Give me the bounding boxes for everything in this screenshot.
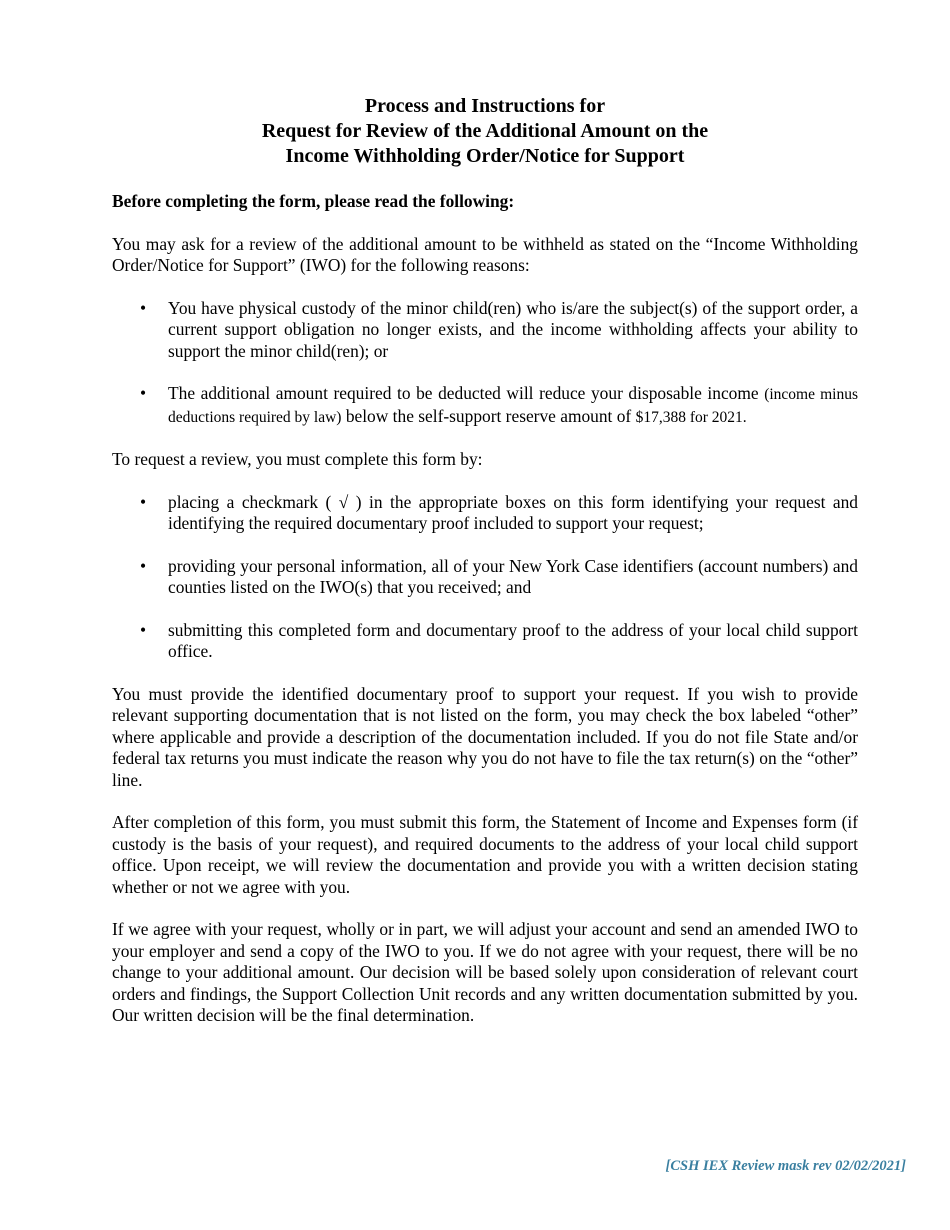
proof-paragraph: You must provide the identified documentary proof to support your request. If you wish to provide relevant supporting documentation that is not listed on the form, you may check the box labeled “other” where applicable and provide a description of the documentation included. If you do not file State and/or federal tax returns you must indicate the reason why you do not have to file the tax return(s) on the “other” line. xyxy=(112,683,858,790)
document-page xyxy=(112,94,858,1048)
step-checkmark: placing a checkmark ( √ ) in the appropriate boxes on this form identifying your request and identifying the required documentary proof included to support your request; xyxy=(168,491,858,533)
reason-income-small-2: $17,388 for 2021. xyxy=(635,408,747,426)
title-line-2: Request for Review of the Additional Amount on the xyxy=(261,120,709,142)
submit-paragraph: After completion of this form, you must submit this form, the Statement of Income and Expenses form (if custody is the basis of your request), and required documents to the address of your local child support office. Upon receipt, we will review the documentation and provide you with a written decision stating whether or not we agree with you. xyxy=(112,812,858,897)
bullet-icon: • xyxy=(140,297,147,318)
list-item xyxy=(112,492,858,535)
page-title xyxy=(112,94,858,169)
title-line-1: Process and Instructions for xyxy=(364,95,606,117)
title-line-3: Income Withholding Order/Notice for Support xyxy=(285,145,685,167)
reason-income-small-1: (income minus deductions required by law) xyxy=(168,386,858,426)
bullet-icon: • xyxy=(140,619,147,640)
bullet-icon: • xyxy=(140,555,147,576)
list-item xyxy=(112,620,858,663)
reason-custody: You have physical custody of the minor child(ren) who is/are the subject(s) of the support order, a current support obligation no longer exists, and the income withholding affects your ability to support the minor child(ren); or xyxy=(168,297,858,361)
bullet-icon: • xyxy=(140,383,147,403)
decision-paragraph: If we agree with your request, wholly or in part, we will adjust your account and send an amended IWO to your employer and send a copy of the IWO to you. If we do not agree with your request, there will be no change to your additional amount. Our decision will be based solely upon consideration of relevant court orders and findings, the Support Collection Unit records and any written documentation submitted by you. Our written decision will be the final determination. xyxy=(112,919,858,1025)
reason-income-b: below the self-support reserve amount of xyxy=(341,405,636,426)
bullet-icon: • xyxy=(140,491,147,512)
lead-instruction: Before completing the form, please read the following: xyxy=(112,191,515,211)
request-intro: To request a review, you must complete this form by: xyxy=(112,449,483,469)
list-item xyxy=(112,383,858,428)
reasons-list xyxy=(112,298,858,429)
steps-list xyxy=(112,492,858,663)
reason-income-a: The additional amount required to be deducted will reduce your disposable income xyxy=(168,383,765,403)
list-item xyxy=(112,556,858,599)
revision-footer: [CSH IEX Review mask rev 02/02/2021] xyxy=(665,1158,906,1174)
step-personal-info: providing your personal information, all of your New York Case identifiers (account numbers) and counties listed on the IWO(s) that you received; and xyxy=(168,555,858,597)
intro-paragraph: You may ask for a review of the additional amount to be withheld as stated on the “Income Withholding Order/Notice for Support” (IWO) for the following reasons: xyxy=(112,233,858,275)
list-item xyxy=(112,298,858,363)
step-submit: submitting this completed form and documentary proof to the address of your local child support office. xyxy=(168,619,858,661)
